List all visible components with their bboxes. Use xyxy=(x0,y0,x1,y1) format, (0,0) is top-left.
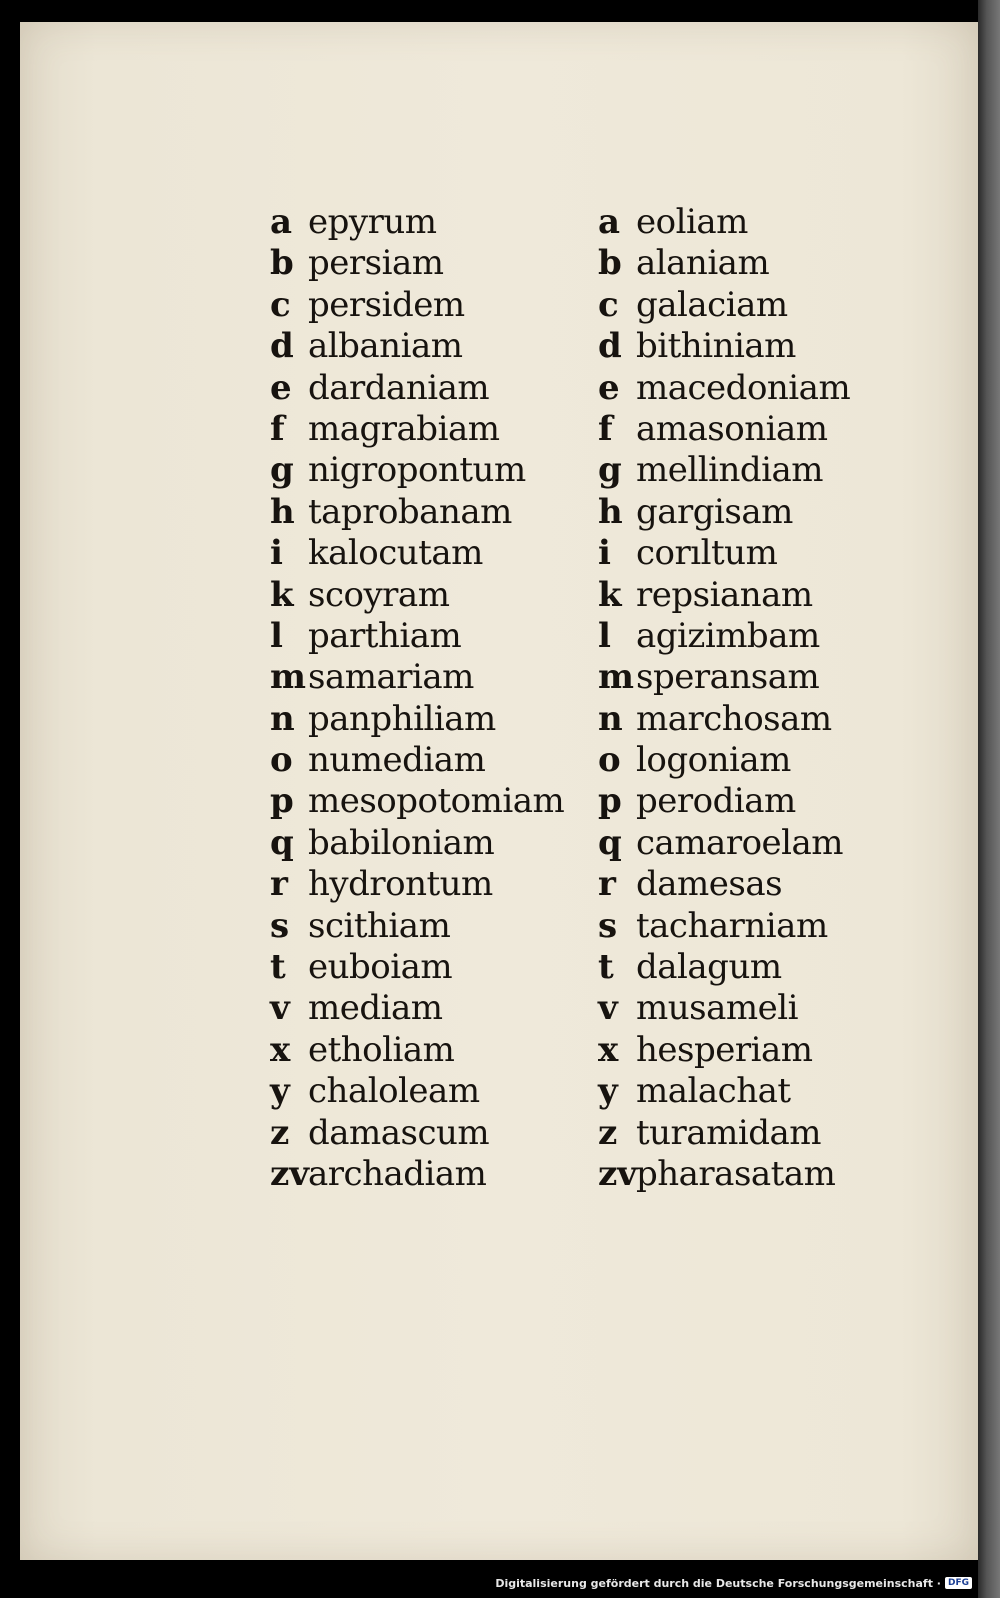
item-letter: l xyxy=(598,615,611,656)
item-word: repsianam xyxy=(636,574,813,615)
list-item xyxy=(270,657,564,698)
item-letter: v xyxy=(270,988,290,1029)
list-item xyxy=(270,450,564,491)
item-word: numediam xyxy=(308,740,486,781)
item-word: speransam xyxy=(636,657,820,698)
item-letter: p xyxy=(598,781,622,822)
item-letter: k xyxy=(270,574,294,615)
item-word: musameli xyxy=(636,988,798,1029)
item-letter: g xyxy=(598,450,622,491)
item-word: taprobanam xyxy=(308,491,512,532)
list-item xyxy=(598,533,850,574)
item-word: scithiam xyxy=(308,905,451,946)
list-item xyxy=(598,492,850,533)
item-letter: c xyxy=(598,284,619,325)
list-item xyxy=(598,368,850,409)
right-column-list xyxy=(598,202,850,1195)
item-letter: x xyxy=(270,1029,291,1070)
item-letter: h xyxy=(270,491,295,532)
item-word: malachat xyxy=(636,1071,791,1112)
list-item xyxy=(270,1030,564,1071)
list-item xyxy=(270,1113,564,1154)
item-word: turamidam xyxy=(636,1112,821,1153)
list-item xyxy=(598,1030,850,1071)
list-item xyxy=(598,202,850,243)
item-letter: t xyxy=(598,947,614,988)
list-item xyxy=(270,492,564,533)
item-letter: v xyxy=(598,988,618,1029)
item-letter: r xyxy=(598,864,616,905)
item-letter: s xyxy=(270,905,290,946)
list-item xyxy=(598,1113,850,1154)
list-item xyxy=(270,202,564,243)
item-word: hydrontum xyxy=(308,864,493,905)
item-word: amasoniam xyxy=(636,408,828,449)
item-word: eoliam xyxy=(636,202,748,242)
item-word: persiam xyxy=(308,243,444,284)
item-letter: k xyxy=(598,574,622,615)
item-word: gargisam xyxy=(636,491,793,532)
list-item xyxy=(270,1071,564,1112)
list-item xyxy=(270,326,564,367)
item-letter: y xyxy=(598,1071,618,1112)
item-word: macedoniam xyxy=(636,367,851,408)
list-item xyxy=(598,781,850,822)
item-word: hesperiam xyxy=(636,1029,813,1070)
list-item xyxy=(270,243,564,284)
left-column-list xyxy=(270,202,564,1195)
item-letter: q xyxy=(598,822,622,863)
item-word: camaroelam xyxy=(636,822,844,863)
item-word: magrabiam xyxy=(308,408,500,449)
item-word: etholiam xyxy=(308,1029,455,1070)
list-item xyxy=(270,823,564,864)
item-word: kalocutam xyxy=(308,533,483,574)
item-letter: zv xyxy=(270,1153,310,1194)
item-word: parthiam xyxy=(308,615,462,656)
item-letter: z xyxy=(598,1112,618,1153)
item-word: damascum xyxy=(308,1112,490,1153)
list-item xyxy=(598,823,850,864)
list-item xyxy=(270,906,564,947)
list-item xyxy=(598,326,850,367)
item-letter: a xyxy=(270,202,293,242)
item-letter: h xyxy=(598,491,623,532)
item-word: bithiniam xyxy=(636,326,796,367)
list-item xyxy=(270,947,564,988)
item-word: persidem xyxy=(308,284,465,325)
item-word: damesas xyxy=(636,864,783,905)
item-word: euboiam xyxy=(308,947,453,988)
item-word: dardaniam xyxy=(308,367,490,408)
item-letter: e xyxy=(598,367,620,408)
item-word: albaniam xyxy=(308,326,463,367)
list-item xyxy=(270,864,564,905)
item-word: pharasatam xyxy=(636,1153,836,1194)
item-letter: s xyxy=(598,905,618,946)
list-item xyxy=(270,285,564,326)
item-word: babiloniam xyxy=(308,822,495,863)
list-item xyxy=(598,864,850,905)
list-item xyxy=(598,616,850,657)
item-letter: m xyxy=(270,657,306,698)
footer xyxy=(495,1572,972,1594)
item-letter: zv xyxy=(598,1153,638,1194)
footer-credit: Digitalisierung gefördert durch die Deutsche Forschungsgemeinschaft · xyxy=(495,1576,941,1590)
list-item xyxy=(598,988,850,1029)
list-item xyxy=(598,906,850,947)
item-word: perodiam xyxy=(636,781,796,822)
list-item xyxy=(598,450,850,491)
list-item xyxy=(598,699,850,740)
list-item xyxy=(270,616,564,657)
scan-edge xyxy=(978,0,1000,1598)
list-item xyxy=(598,1154,850,1195)
item-word: galaciam xyxy=(636,284,788,325)
item-word: mesopotomiam xyxy=(308,781,565,822)
item-letter: n xyxy=(598,698,623,739)
list-item xyxy=(270,699,564,740)
item-letter: o xyxy=(598,740,621,781)
item-letter: f xyxy=(598,408,613,449)
item-letter: l xyxy=(270,615,283,656)
list-item xyxy=(270,740,564,781)
item-letter: b xyxy=(598,243,622,284)
item-word: dalagum xyxy=(636,947,782,988)
item-letter: q xyxy=(270,822,294,863)
list-item xyxy=(598,243,850,284)
list-item xyxy=(598,1071,850,1112)
item-word: samariam xyxy=(308,657,474,698)
item-letter: i xyxy=(270,533,283,574)
item-letter: g xyxy=(270,450,294,491)
item-letter: t xyxy=(270,947,286,988)
item-word: marchosam xyxy=(636,698,832,739)
item-word: chaloleam xyxy=(308,1071,480,1112)
scanned-page xyxy=(20,22,978,1560)
item-word: logoniam xyxy=(636,740,791,781)
item-word: epyrum xyxy=(308,202,437,242)
list-item xyxy=(270,368,564,409)
item-word: mediam xyxy=(308,988,443,1029)
item-letter: n xyxy=(270,698,295,739)
item-letter: e xyxy=(270,367,292,408)
list-item xyxy=(598,947,850,988)
list-item xyxy=(270,575,564,616)
item-letter: f xyxy=(270,408,285,449)
item-word: agizimbam xyxy=(636,615,820,656)
item-word: panphiliam xyxy=(308,698,496,739)
list-item xyxy=(598,740,850,781)
list-item xyxy=(598,575,850,616)
item-word: tacharniam xyxy=(636,905,828,946)
list-item xyxy=(598,409,850,450)
list-item xyxy=(270,409,564,450)
list-item xyxy=(270,781,564,822)
item-letter: b xyxy=(270,243,294,284)
list-item xyxy=(270,1154,564,1195)
list-item xyxy=(598,657,850,698)
item-word: scoyram xyxy=(308,574,450,615)
list-item xyxy=(598,285,850,326)
item-letter: z xyxy=(270,1112,290,1153)
item-letter: a xyxy=(598,202,621,242)
item-word: archadiam xyxy=(308,1153,487,1194)
item-letter: x xyxy=(598,1029,619,1070)
item-letter: p xyxy=(270,781,294,822)
item-word: alaniam xyxy=(636,243,770,284)
item-word: corıltum xyxy=(636,533,778,574)
item-letter: y xyxy=(270,1071,290,1112)
list-item xyxy=(270,988,564,1029)
item-letter: d xyxy=(598,326,622,367)
list-item xyxy=(270,533,564,574)
item-letter: o xyxy=(270,740,293,781)
item-letter: r xyxy=(270,864,288,905)
item-word: nigropontum xyxy=(308,450,526,491)
item-letter: m xyxy=(598,657,634,698)
item-letter: c xyxy=(270,284,291,325)
item-word: mellindiam xyxy=(636,450,824,491)
item-letter: d xyxy=(270,326,294,367)
dfg-logo-badge: DFG xyxy=(945,1577,972,1589)
item-letter: i xyxy=(598,533,611,574)
